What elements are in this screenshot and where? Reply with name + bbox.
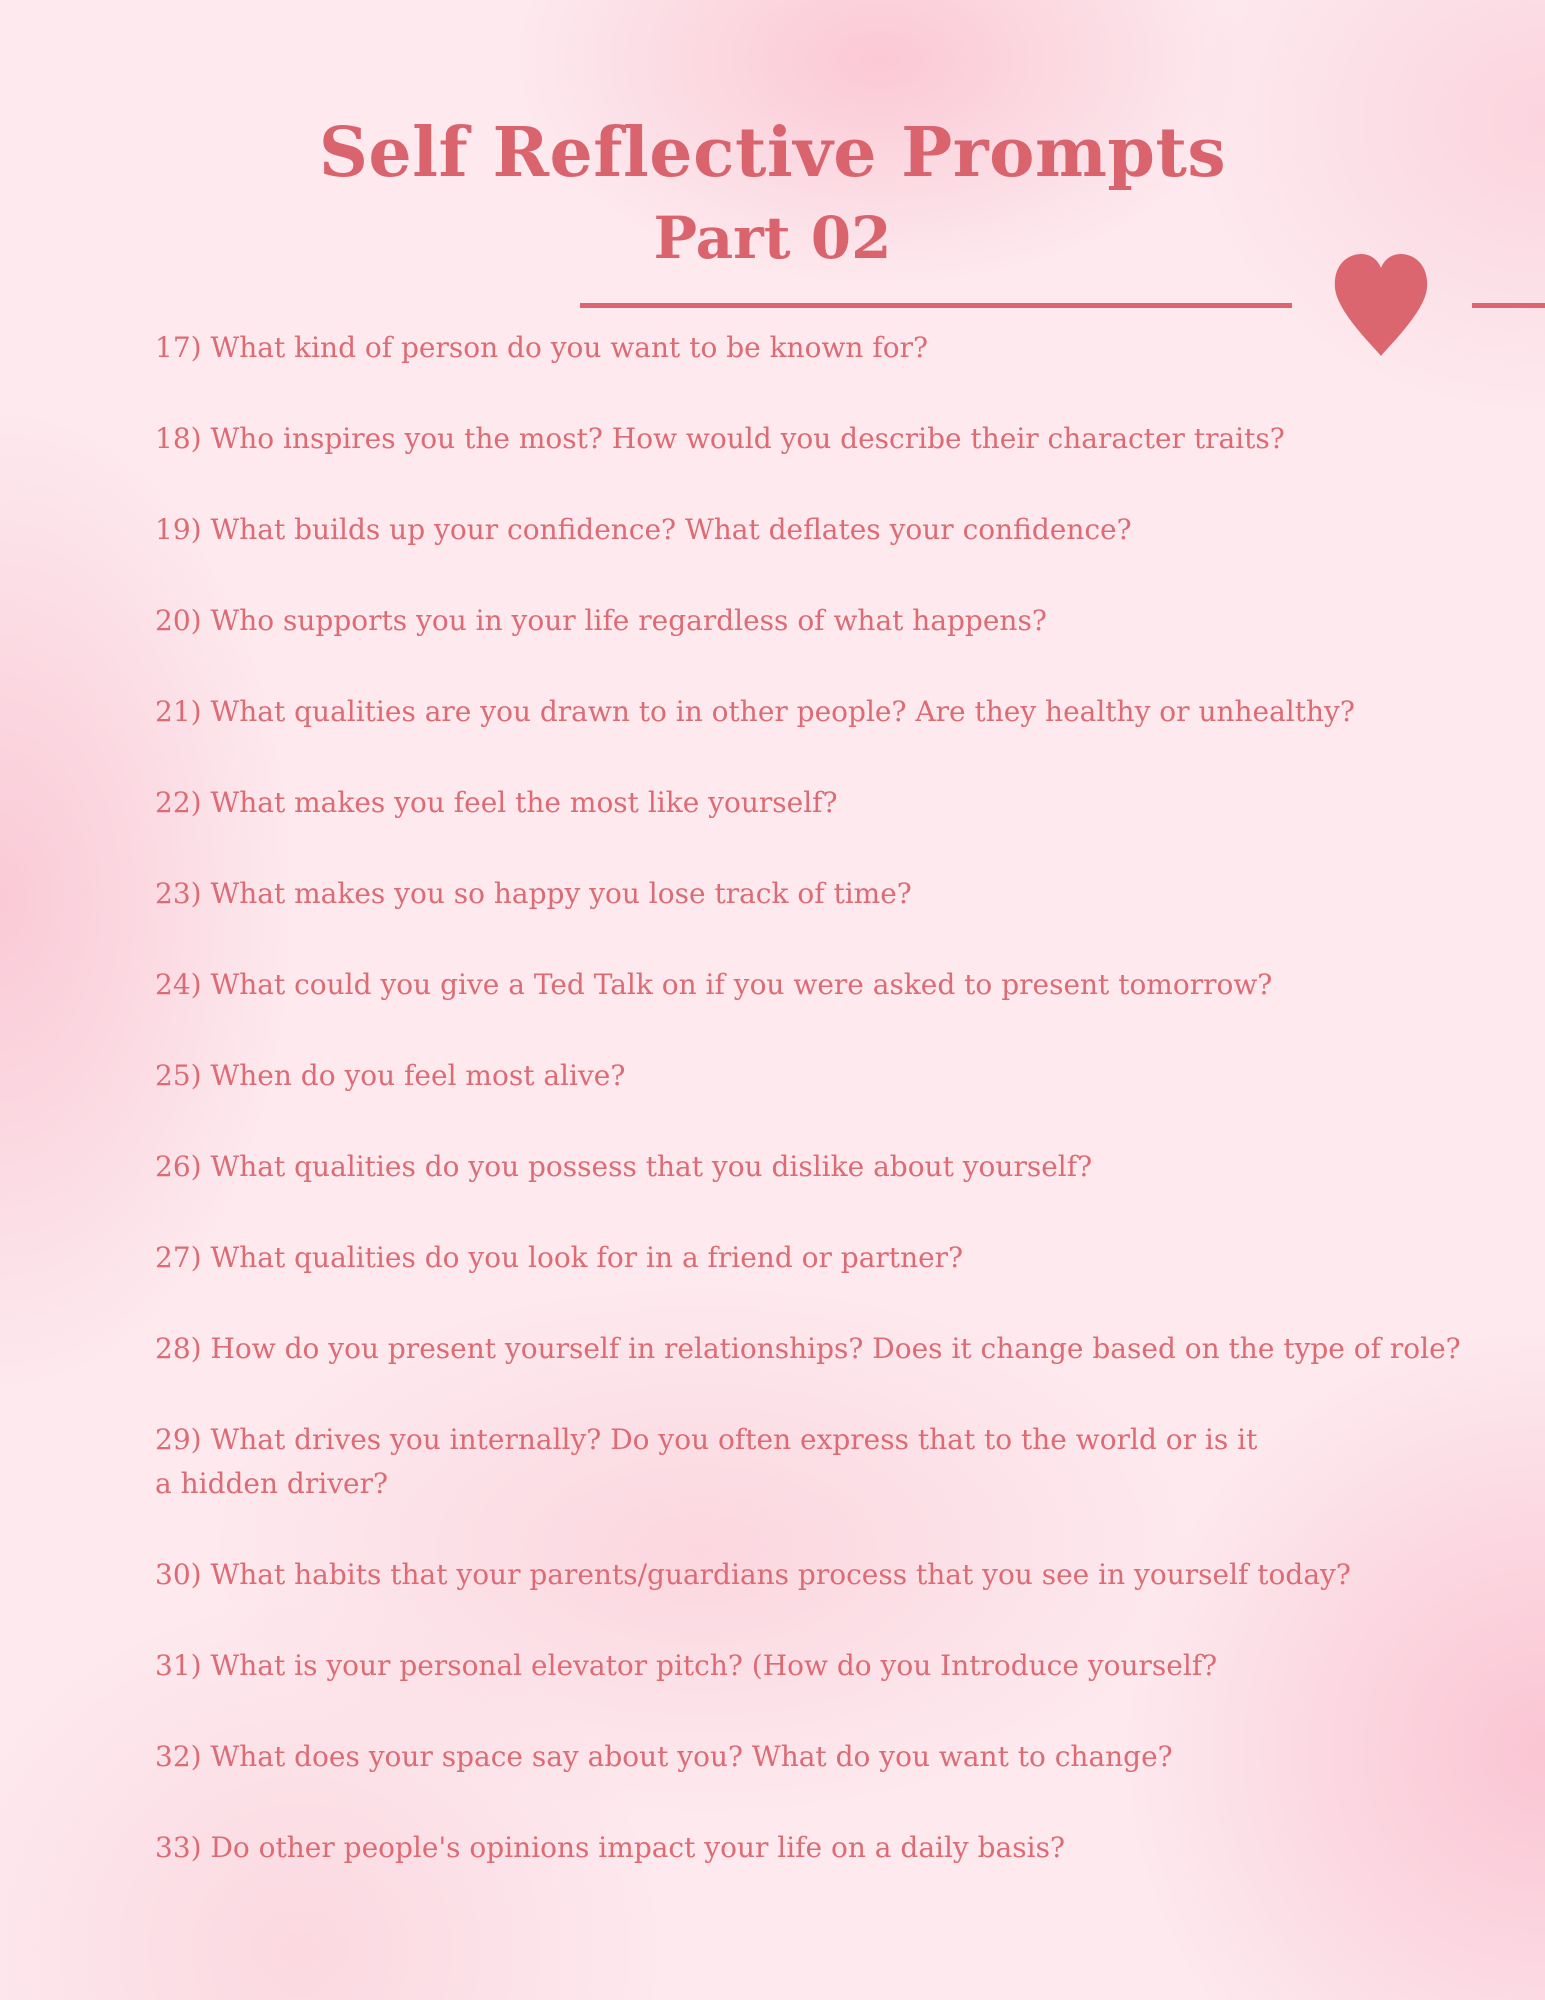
prompt-item: 19) What builds up your confidence? What deflates your confidence?	[155, 513, 1132, 546]
prompt-list	[155, 326, 1485, 1917]
prompt-item: 17) What kind of person do you want to be known for?	[155, 331, 928, 364]
prompt-item: 22) What makes you feel the most like yourself?	[155, 786, 838, 819]
prompt-item: 33) Do other people's opinions impact your life on a daily basis?	[155, 1831, 1065, 1864]
prompt-item: 29) What drives you internally? Do you often express that to the world or is it a hidden driver?	[155, 1423, 1258, 1500]
prompt-item: 23) What makes you so happy you lose track of time?	[155, 877, 912, 910]
prompt-item: 21) What qualities are you drawn to in other people? Are they healthy or unhealthy?	[155, 695, 1355, 728]
prompt-item: 24) What could you give a Ted Talk on if you were asked to present tomorrow?	[155, 968, 1273, 1001]
prompt-item: 31) What is your personal elevator pitch? (How do you Introduce yourself?	[155, 1649, 1218, 1682]
prompt-item: 28) How do you present yourself in relationships? Does it change based on the type of role?	[155, 1332, 1461, 1365]
prompt-item: 18) Who inspires you the most? How would you describe their character traits?	[155, 422, 1285, 455]
page-title: Self Reflective Prompts	[318, 113, 1227, 193]
prompt-item: 27) What qualities do you look for in a friend or partner?	[155, 1241, 964, 1274]
prompt-item: 26) What qualities do you possess that you dislike about yourself?	[155, 1150, 1093, 1183]
divider-line-right	[1472, 303, 1545, 308]
prompt-item: 30) What habits that your parents/guardians process that you see in yourself today?	[155, 1558, 1351, 1591]
prompt-item: 20) Who supports you in your life regardless of what happens?	[155, 604, 1047, 637]
divider-line-left	[580, 303, 1292, 308]
prompt-item: 32) What does your space say about you? What do you want to change?	[155, 1740, 1173, 1773]
page-subtitle: Part 02	[653, 204, 892, 272]
prompt-item: 25) When do you feel most alive?	[155, 1059, 626, 1092]
